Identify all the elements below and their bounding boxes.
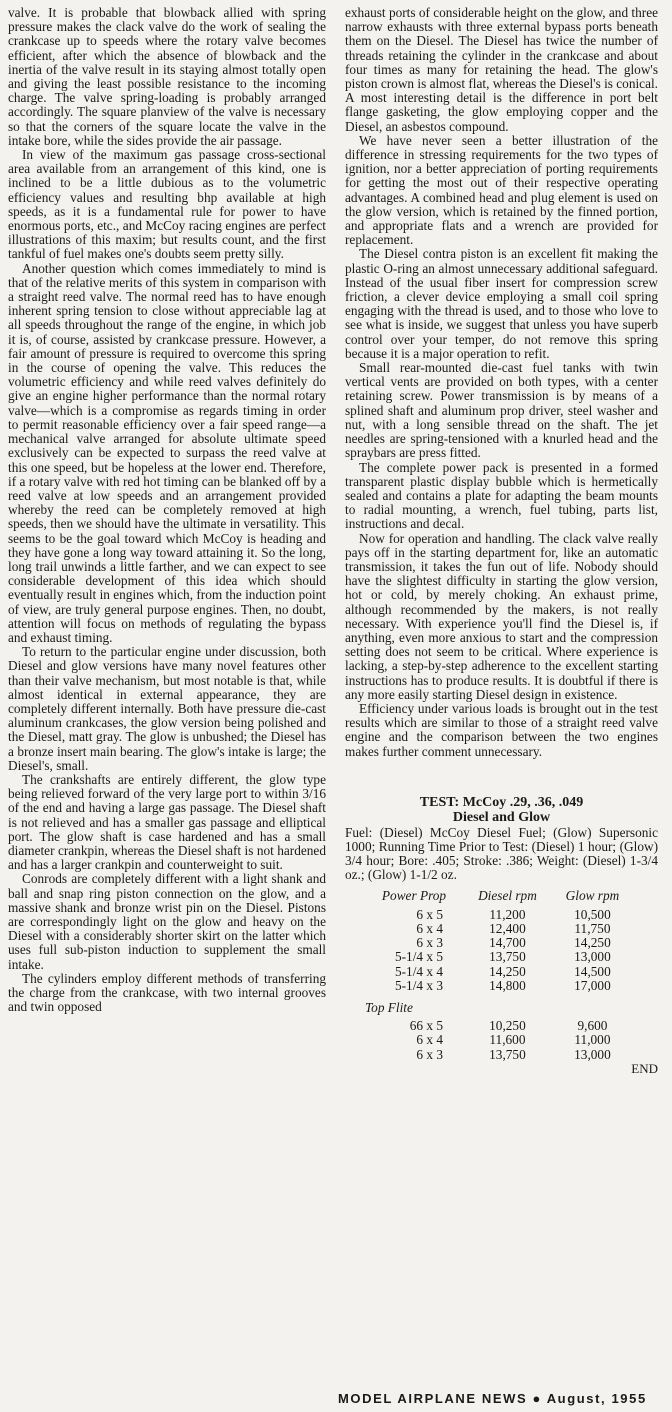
body-paragraph: Efficiency under various loads is brought out in the test results which are similar to those of a straight reed valve engine and the comparison between the two engines makes further comment unnecessary. <box>345 700 658 759</box>
test-results-table <box>365 889 633 1062</box>
body-paragraph: The Diesel contra piston is an excellent fit making the plastic O-ring an almost unnecessary additional safeguard. Instead of the usual fiber insert for compression screw friction, a clever device employing a small coil spring engaging with the thread is used, and to those who love to see what is inside, we suggest that unless you have superb control over your temper, do not remove this spring because it is a major operation to refit. <box>345 246 658 361</box>
diesel-rpm-cell: 13,750 <box>489 1046 526 1062</box>
prop-brand-subheader: Top Flite <box>365 1000 413 1015</box>
diesel-rpm-cell: 11,600 <box>489 1032 526 1048</box>
prop-cell: 6 x 5 <box>416 906 443 922</box>
table-row <box>365 922 633 936</box>
diesel-rpm-cell: 13,750 <box>489 949 526 965</box>
table-row <box>365 950 633 964</box>
column-header-prop: Power Prop <box>381 887 447 903</box>
test-subtitle: Diesel and Glow <box>452 809 551 825</box>
prop-cell: 6 x 4 <box>416 920 443 936</box>
test-description: Fuel: (Diesel) McCoy Diesel Fuel; (Glow) Supersonic 1000; Running Time Prior to Test: (Diesel) 1 hour; (Glow) 3/4 hour; Bore: .405; Stroke: .386; Weight: (Diesel) 1-3/4 oz.; (Glow) 1-1/2 oz. <box>345 824 658 883</box>
end-mark: END <box>631 1060 658 1076</box>
body-paragraph: The cylinders employ different methods of transferring the charge from the crankcase, with two internal grooves and twin opposed <box>8 970 326 1015</box>
glow-rpm-cell: 13,000 <box>574 949 611 965</box>
prop-cell: 6 x 3 <box>416 1046 443 1062</box>
glow-rpm-cell: 10,500 <box>574 906 611 922</box>
body-paragraph: Another question which comes immediately to mind is that of the relative merits of this system in comparison with a straight reed valve. The normal reed has to have enough inherent spring tension to close without appreciable lag at all speeds throughout the range of the engine, in which job it is, of course, assisted by crankcase pressure. However, a fair amount of pressure is required to overcome this spring in the course of opening the valve. This reduces the volumetric efficiency and while reed valves definitely do give an engine higher performance than the normal rotary valve—which is a compromise as regards timing in order to permit reasonable efficiency over a fair speed range—a mechanical valve arranged for absolute ultimate speed exclusively can be expected to surpass the reed valve at this one speed, but be hopeless at the lower end. Therefore, if a rotary valve with red hot timing can be blanked off by a reed valve at low speeds and an arrangement provided whereby the reed can be completely removed at high speeds, then we should have the ultimate in versatility. This seems to be the goal toward which McCoy is heading and they have gone a long way toward attaining it. So the long, long trail unwinds a little farther, and we can expect to see considerable development of this idea which should eventually result in engines which, from the induction point of view, are truly general purpose engines. Then, no doubt, attention will focus on methods of regulating the bypass and exhaust timing. <box>8 260 326 645</box>
table-row <box>365 908 633 922</box>
body-paragraph: In view of the maximum gas passage cross-sectional area available from an arrangement of this kind, one is inclined to be a little dubious as to the volumetric efficiency values and resulting bhp available at high speeds, as it is a fundamental rule for power to have enormous ports, etc., and McCoy racing engines are perfect illustrations of this maxim; but results count, and the first tankful of fuel makes one's doubts seem pretty silly. <box>8 147 326 262</box>
diesel-rpm-cell: 14,800 <box>489 977 526 993</box>
prop-cell: 5-1/4 x 5 <box>394 949 443 965</box>
glow-rpm-cell: 11,000 <box>574 1032 611 1048</box>
table-subheader-row <box>365 993 633 1019</box>
prop-cell: 5-1/4 x 4 <box>394 963 443 979</box>
glow-rpm-cell: 17,000 <box>574 977 611 993</box>
diesel-rpm-cell: 11,200 <box>489 906 526 922</box>
column-header-glow: Glow rpm <box>565 887 620 903</box>
body-paragraph: Now for operation and handling. The clack valve really pays off in the starting department for, like an automatic transmission, it takes the fun out of life. Nobody should have the slightest difficulty in starting the glow version, hot or cold, by merely choking. An exhaust prime, although recommended by the makers, is not really necessary. With experience you'll find the Diesel is, if anything, even more anxious to start and the compression setting does not seem to be critical. Where experience is lacking, a step-by-step adherence to the excellent starting instructions has to produce results. It is doubtful if there is any more easily starting Diesel design in existence. <box>345 530 658 702</box>
test-results-box <box>345 795 658 1076</box>
glow-rpm-cell: 14,500 <box>574 963 611 979</box>
table-row <box>365 1048 633 1062</box>
body-paragraph: We have never seen a better illustration of the difference in stressing requirements for the two types of ignition, nor a better appreciation of porting requirements for getting the most out of their respective operating advantages. A combined head and plug element is used on the glow version, which is retained by the finned portion, and appropriate flats and a wrench are provided for replacement. <box>345 132 658 248</box>
glow-rpm-cell: 11,750 <box>574 920 611 936</box>
glow-rpm-cell: 9,600 <box>577 1018 608 1034</box>
diesel-rpm-cell: 12,400 <box>489 920 526 936</box>
diesel-rpm-cell: 14,250 <box>489 963 526 979</box>
prop-cell: 5-1/4 x 3 <box>394 977 443 993</box>
diesel-rpm-cell: 10,250 <box>489 1018 526 1034</box>
table-row <box>365 1019 633 1033</box>
body-paragraph: The crankshafts are entirely different, the glow type being relieved forward of the very large port to within 3/16 of the end and having a large gas passage. The Diesel shaft is not relieved and has a smaller gas passage and elliptical port. The glow shaft is case hardened and has a small diameter crankpin, whereas the Diesel shaft is not hardened and has a larger crankpin and counterweight to suit. <box>8 771 326 873</box>
body-paragraph: valve. It is probable that blowback allied with spring pressure makes the clack valve do the work of sealing the crankcase up to speeds where the rotary valve becomes efficient, after which the absence of blowback and the inertia of the valve result in its staying almost totally open and giving the least possible resistance to the incoming charge. The valve spring-loading is probably arranged accordingly. The square planview of the valve is necessary so that the corners of the square locate the valve in the intake bore, while the sides provide the air passage. <box>8 5 326 148</box>
table-row <box>365 1033 633 1047</box>
column-header-diesel: Diesel rpm <box>478 887 537 903</box>
body-paragraph: Conrods are completely different with a light shank and ball and snap ring piston connection on the glow, and a massive shank and bronze wrist pin on the Diesel. Pistons are correspondingly light on the glow and heavy on the Diesel with a considerably shorter skirt on the latter which uses full sub-piston induction to supplement the small intake. <box>8 871 326 972</box>
diesel-rpm-cell: 14,700 <box>489 935 526 951</box>
table-row <box>365 979 633 993</box>
prop-cell: 6 x 3 <box>416 935 443 951</box>
article-right-column <box>345 6 658 1076</box>
test-title: TEST: McCoy .29, .36, .049 <box>419 794 584 810</box>
body-paragraph: Small rear-mounted die-cast fuel tanks with twin vertical vents are provided on both types, with a center retaining screw. Power transmission is by means of a splined shaft and aluminum prop driver, steel washer and nut, with a long sensible thread on the shaft. The jet needles are spring-tensioned with a knurled head and the spraybars are press fitted. <box>345 360 658 461</box>
prop-cell: 66 x 5 <box>409 1018 443 1034</box>
article-left-column <box>8 6 326 1014</box>
page-footer: MODEL AIRPLANE NEWS ● August, 1955 <box>338 1391 647 1406</box>
glow-rpm-cell: 14,250 <box>574 935 611 951</box>
body-paragraph: exhaust ports of considerable height on the glow, and three narrow exhausts with three external bypass ports beneath them on the Diesel. The Diesel has twice the number of threads retaining the cylinder in the crankcase and about four times as many for retaining the head. The glow's piston crown is almost flat, whereas the Diesel's is conical. A most interesting detail is the difference in port belt flange gasketing, the glow employing copper and the Diesel, an asbestos compound. <box>345 5 659 134</box>
table-row <box>365 936 633 950</box>
prop-cell: 6 x 4 <box>416 1032 443 1048</box>
table-header-row <box>365 889 633 908</box>
table-row <box>365 965 633 979</box>
glow-rpm-cell: 13,000 <box>574 1046 611 1062</box>
body-paragraph: To return to the particular engine under discussion, both Diesel and glow versions have many novel features other than their valve mechanism, but most notable is that, while almost identical in external appearance, they are completely different internally. Both have pressure die-cast aluminum crankcases, the glow version being polished and the Diesel, matt gray. The glow is unbushed; the Diesel has a bronze insert main bearing. The glow's intake is large; the Diesel's, small. <box>8 644 326 773</box>
body-paragraph: The complete power pack is presented in a formed transparent plastic display bubble which is hermetically sealed and contains a plate for adapting the beam mounts to radial mounting, a wrench, fuel tubing, parts list, instructions and decal. <box>345 459 658 532</box>
